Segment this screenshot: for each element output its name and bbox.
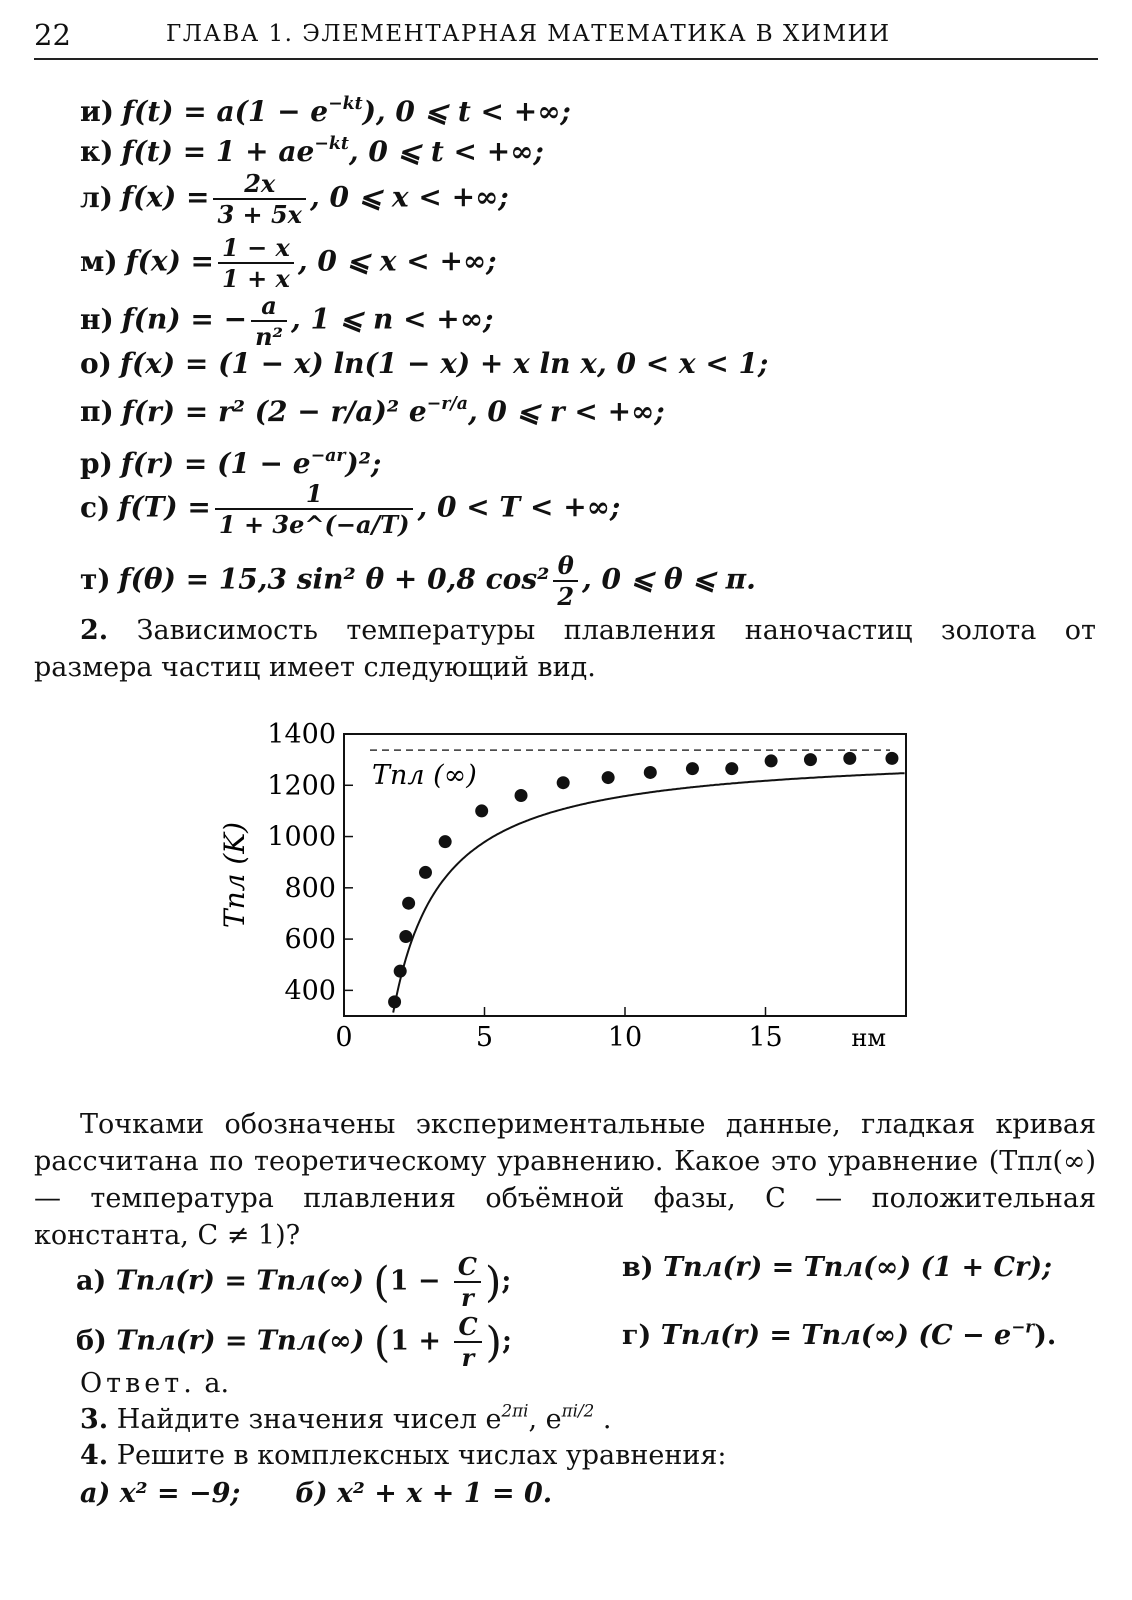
data-point bbox=[885, 752, 898, 765]
y-tick-label: 1400 bbox=[267, 719, 336, 750]
option-a: а) Tпл(r) = Tпл(∞) (1 − $\frac{C}{r}$ ); bbox=[76, 1252, 512, 1312]
option-v: в) Tпл(r) = Tпл(∞) (1 + Cr); bbox=[622, 1252, 1053, 1283]
melting-point-chart bbox=[200, 718, 920, 1068]
data-point bbox=[843, 752, 856, 765]
data-point bbox=[602, 771, 615, 784]
x-unit-label: нм bbox=[851, 1024, 886, 1052]
y-tick-label: 1000 bbox=[267, 821, 336, 853]
item-m: м) f(x) = $\frac{1 - x}{1 + x}$ , 0 ⩽ x < +∞; bbox=[80, 233, 497, 293]
data-point bbox=[515, 789, 528, 802]
problem-4: 4. Решите в комплексных числах уравнения: bbox=[80, 1440, 727, 1471]
fraction: $\frac{C}{r}$ bbox=[454, 1252, 481, 1312]
fraction: $\frac{a}{\text{n²}}$ bbox=[251, 291, 287, 351]
data-point bbox=[644, 766, 657, 779]
y-tick-label: 1200 bbox=[267, 770, 336, 802]
fraction: $\frac{\theta}{2}$ bbox=[553, 551, 578, 611]
asymptote-annotation: Tпл (∞) bbox=[372, 760, 477, 792]
y-tick-label: 800 bbox=[284, 872, 336, 904]
problem-4-equations: а) x² = −9; б) x² + x + 1 = 0. bbox=[80, 1478, 553, 1509]
page-number: 22 bbox=[34, 18, 71, 52]
item-p: п) f(r) = r² (2 − r/a)² $e^{-r/a}$, 0 ⩽ r < +∞; bbox=[80, 393, 665, 428]
data-point bbox=[399, 930, 412, 943]
data-point bbox=[804, 753, 817, 766]
option-g: г) Tпл(r) = Tпл(∞) $(C - e^{-r})$. bbox=[622, 1316, 1057, 1351]
fraction: $\frac{1}{1 + 3e\^{}(-a/T)}$ bbox=[215, 479, 414, 539]
data-point bbox=[475, 804, 488, 817]
fraction: $\frac{2x}{3 + 5x}$ bbox=[213, 169, 306, 229]
x-tick-label: 15 bbox=[748, 1022, 783, 1053]
x-tick-label: 5 bbox=[475, 1022, 494, 1053]
data-point bbox=[419, 866, 432, 879]
data-point bbox=[765, 754, 778, 767]
item-t: т) f(θ) = 15,3 sin² θ + 0,8 cos² $\frac{\theta}{2}$ , 0 ⩽ θ ⩽ π. bbox=[80, 551, 756, 611]
explanation-paragraph: Точками обозначены экспериментальные данные, гладкая кривая рассчитана по теоретическому уравнению. Какое это уравнение (Tпл(∞) — температура плавления объёмной фазы, C — положительная константа, C ≠ 1)? bbox=[34, 1109, 1096, 1251]
item-s: с) f(T) = $\frac{1}{1 + 3e\^{}(-a/T)}$ , 0 < T < +∞; bbox=[80, 479, 621, 539]
item-r: р) $f(r) = (1 - e^{-ar})^2$; bbox=[80, 445, 382, 480]
x-tick-label: 10 bbox=[607, 1022, 643, 1053]
fitted-curve bbox=[393, 773, 904, 1012]
x-tick-label: 0 bbox=[335, 1022, 353, 1053]
data-point bbox=[394, 965, 407, 978]
running-title: ГЛАВА 1. ЭЛЕМЕНТАРНАЯ МАТЕМАТИКА В ХИМИИ bbox=[166, 21, 891, 47]
y-tick-label: 600 bbox=[284, 924, 336, 956]
data-point bbox=[388, 995, 401, 1008]
y-tick-label: 400 bbox=[284, 975, 336, 1007]
data-point bbox=[557, 776, 570, 789]
data-point bbox=[725, 762, 738, 775]
item-o: о) f(x) = (1 − x) ln(1 − x) + x ln x, 0 < x < 1; bbox=[80, 347, 769, 380]
data-point bbox=[402, 897, 415, 910]
item-l: л) f(x) = $\frac{2x}{3 + 5x}$ , 0 ⩽ x < +∞; bbox=[80, 169, 509, 229]
data-point bbox=[439, 835, 452, 848]
fraction: $\frac{C}{r}$ bbox=[454, 1312, 481, 1372]
problem-3: 3. Найдите значения чисел $e^{2\pi i}$, $e^{\pi i/2}$ . bbox=[80, 1400, 612, 1435]
option-b: б) Tпл(r) = Tпл(∞) (1 + $\frac{C}{r}$ ); bbox=[76, 1312, 512, 1372]
problem-2: 2. Зависимость температуры плавления наночастиц золота от размера частиц имеет следующий вид. bbox=[34, 615, 1096, 683]
data-point bbox=[686, 762, 699, 775]
item-n: н) f(n) = − $\frac{a}{\text{n²}}$ , 1 ⩽ n < +∞; bbox=[80, 291, 494, 351]
item-k: к) $f(t) = 1 + ae^{-kt}$, 0 ⩽ t < +∞; bbox=[80, 133, 544, 168]
y-axis-label: Tпл (K) bbox=[218, 821, 251, 929]
fraction: $\frac{1 - x}{1 + x}$ bbox=[218, 233, 294, 293]
item-i: и) $f(t) = a(1 - e^{-kt})$, 0 ⩽ t < +∞; bbox=[80, 93, 571, 128]
answer: Ответ. а. bbox=[80, 1368, 230, 1399]
page-header bbox=[34, 14, 1098, 60]
